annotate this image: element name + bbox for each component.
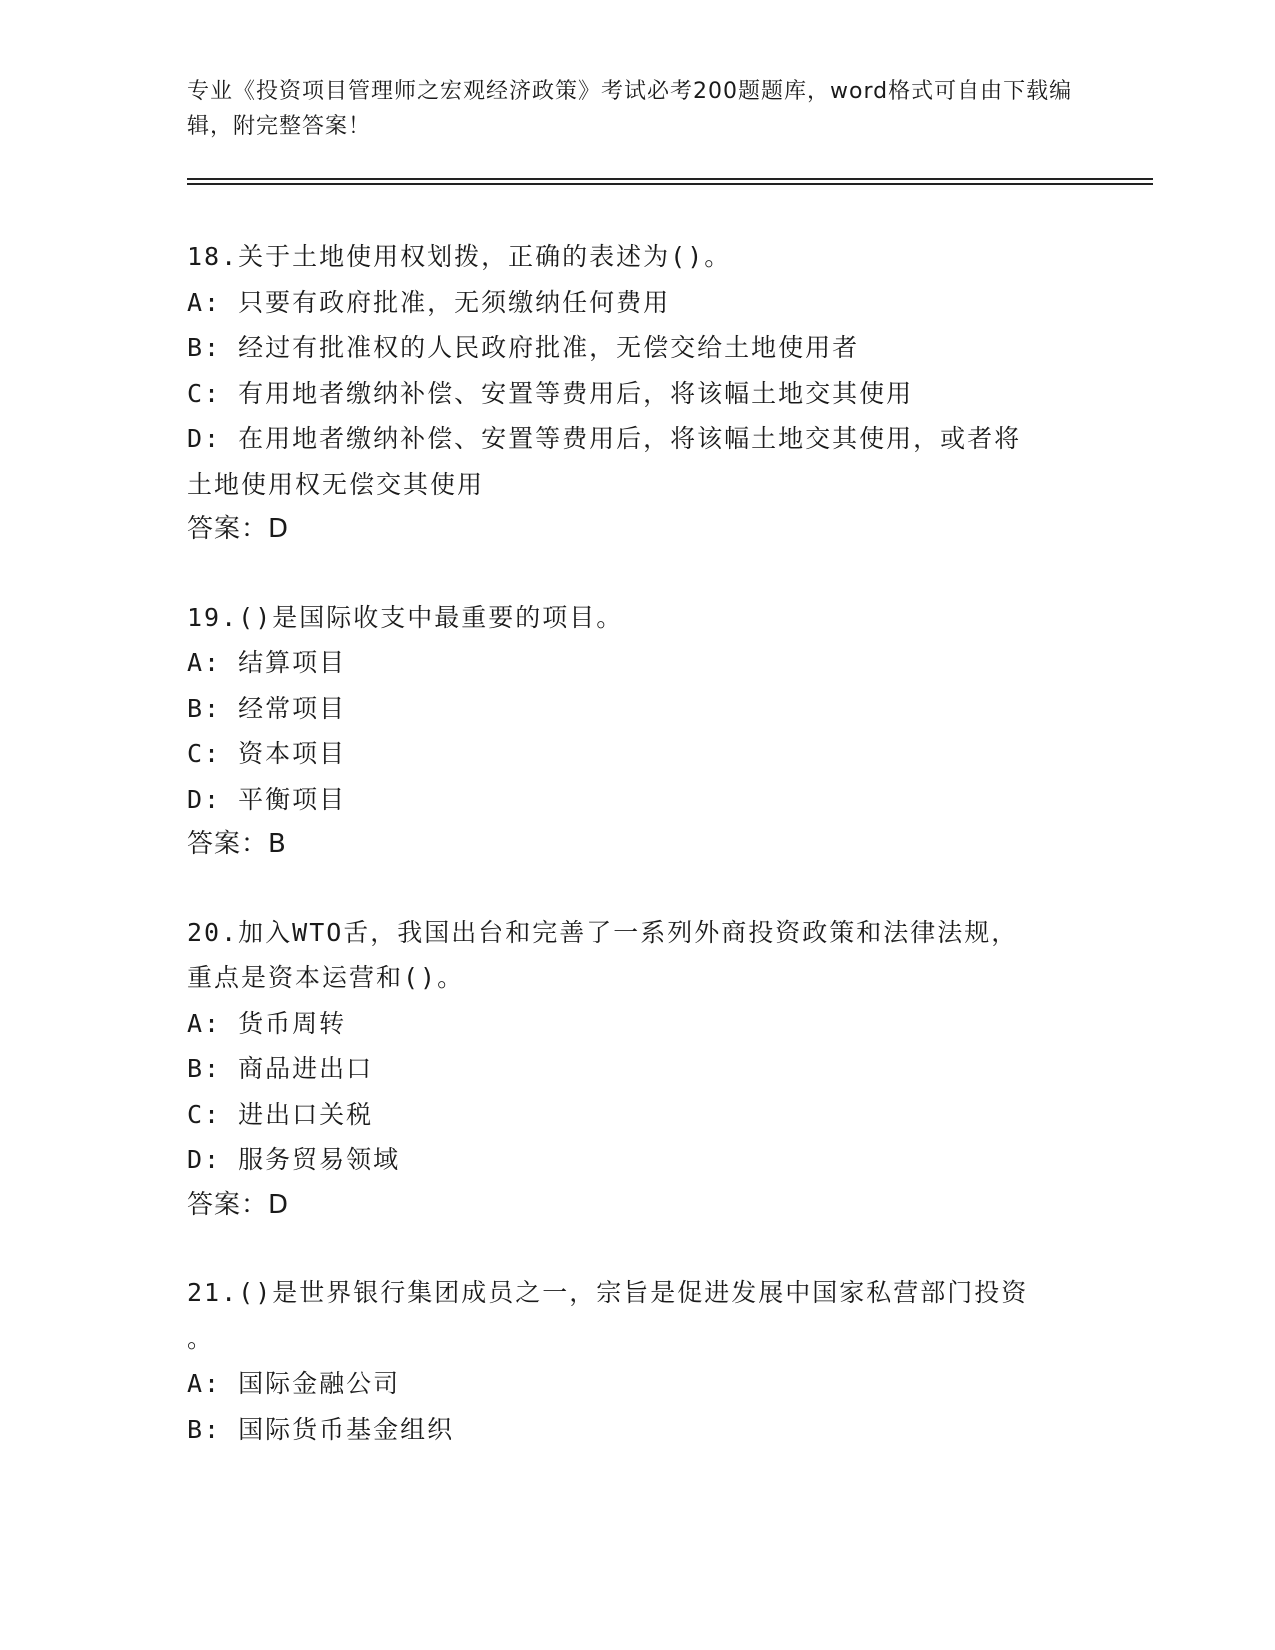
option-a: A: 国际金融公司 bbox=[187, 1369, 401, 1398]
option-c: C: 资本项目 bbox=[187, 739, 347, 768]
option-d-continued: 土地使用权无偿交其使用 bbox=[187, 469, 485, 499]
answer-label: 答案：B bbox=[187, 829, 287, 859]
question-20 bbox=[187, 910, 1087, 1229]
option-a: A: 只要有政府批准，无须缴纳任何费用 bbox=[187, 287, 671, 317]
option-c: C: 进出口关税 bbox=[187, 1099, 374, 1129]
option-a: A: 结算项目 bbox=[187, 648, 347, 677]
option-d: D: 平衡项目 bbox=[187, 784, 347, 814]
question-18 bbox=[187, 234, 1087, 553]
option-c: C: 有用地者缴纳补偿、安置等费用后，将该幅土地交其使用 bbox=[187, 378, 914, 408]
option-b: B: 国际货币基金组织 bbox=[187, 1414, 455, 1444]
option-d: D: 在用地者缴纳补偿、安置等费用后，将该幅土地交其使用，或者将 bbox=[187, 424, 1022, 453]
answer-label: 答案：D bbox=[187, 514, 290, 544]
question-stem: 20.加入WTO舌，我国出台和完善了一系列外商投资政策和法律法规， bbox=[187, 917, 1019, 947]
question-19 bbox=[187, 595, 1087, 868]
question-21 bbox=[187, 1270, 1087, 1452]
question-stem-continued: 重点是资本运营和()。 bbox=[187, 963, 465, 992]
option-a: A: 货币周转 bbox=[187, 1008, 347, 1038]
option-d: D: 服务贸易领域 bbox=[187, 1145, 401, 1174]
header-divider-bottom bbox=[187, 183, 1153, 185]
document-header: 专业《投资项目管理师之宏观经济政策》考试必考200题题库，word格式可自由下载编辑，附完整答案！ bbox=[187, 79, 1073, 139]
option-b: B: 商品进出口 bbox=[187, 1054, 374, 1083]
question-stem: 19.()是国际收支中最重要的项目。 bbox=[187, 602, 624, 632]
option-b: B: 经常项目 bbox=[187, 693, 347, 723]
header-divider-top bbox=[187, 178, 1153, 180]
option-b: B: 经过有批准权的人民政府批准，无偿交给土地使用者 bbox=[187, 333, 860, 362]
question-stem-continued: 。 bbox=[187, 1323, 215, 1353]
question-stem: 21.()是世界银行集团成员之一，宗旨是促进发展中国家私营部门投资 bbox=[187, 1278, 1029, 1307]
question-list bbox=[187, 234, 1087, 1494]
answer-label: 答案：D bbox=[187, 1189, 290, 1220]
question-stem: 18.关于土地使用权划拨，正确的表述为()。 bbox=[187, 242, 732, 271]
